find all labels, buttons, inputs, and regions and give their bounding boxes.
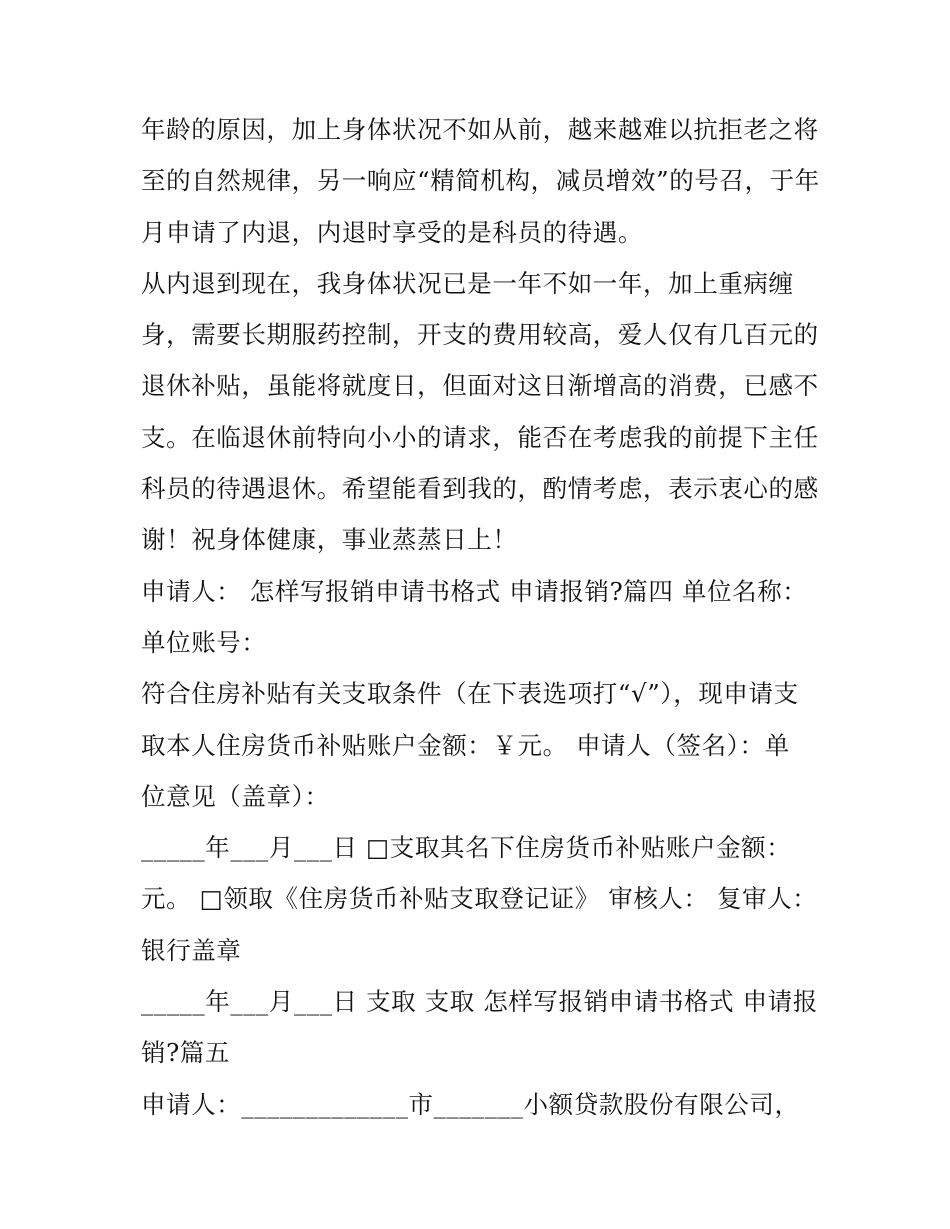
text-line: 符合住房补贴有关支取条件（在下表选项打“√”），现申请支 [141,679,799,709]
text-line: 年龄的原因，加上身体状况不如从前，越来越难以抗拒老之将 [141,115,819,144]
text-line: _____年___月___日 □支取其名下住房货币补贴账户金额： [141,833,792,863]
document-body [141,104,821,1130]
text-line: 从内退到现在，我身体状况已是一年不如一年，加上重病缠 [141,268,794,298]
text-line: 谢！祝身体健康，事业蒸蒸日上！ [141,525,518,555]
text-line: 银行盖章 [141,935,242,965]
text-line: 申请人：_____________市_______小额贷款股份有限公司， [141,1089,800,1119]
text-line: 单位账号： [141,627,267,657]
text-line: 科员的待遇退休。希望能看到我的，酌情考虑，表示衷心的感 [141,474,819,504]
text-line: 申请人： 怎样写报销申请书格式 申请报销?篇四 单位名称： [141,576,808,606]
text-line: 月申请了内退，内退时享受的是科员的待遇。 [141,217,643,247]
text-line: 位意见（盖章）： [141,781,330,811]
text-line: 身，需要长期服药控制，开支的费用较高，爱人仅有几百元的 [141,320,819,350]
text-line: 支。在临退休前特向小小的请求，能否在考虑我的前提下主任 [141,422,819,452]
text-line: 元。 □领取《住房货币补贴支取登记证》 审核人： 复审人： [141,884,818,914]
text-line: 退休补贴，虽能将就度日，但面对这日渐增高的消费，已感不 [141,371,819,401]
text-line: 至的自然规律，另一响应“精简机构，减员增效”的号召，于年 [141,166,820,196]
text-line: _____年___月___日 支取 支取 怎样写报销申请书格式 申请报 [141,987,818,1017]
text-line: 取本人住房货币补贴账户金额：￥元。 申请人（签名）：单 [141,730,790,760]
text-line: 销?篇五 [141,1038,231,1068]
